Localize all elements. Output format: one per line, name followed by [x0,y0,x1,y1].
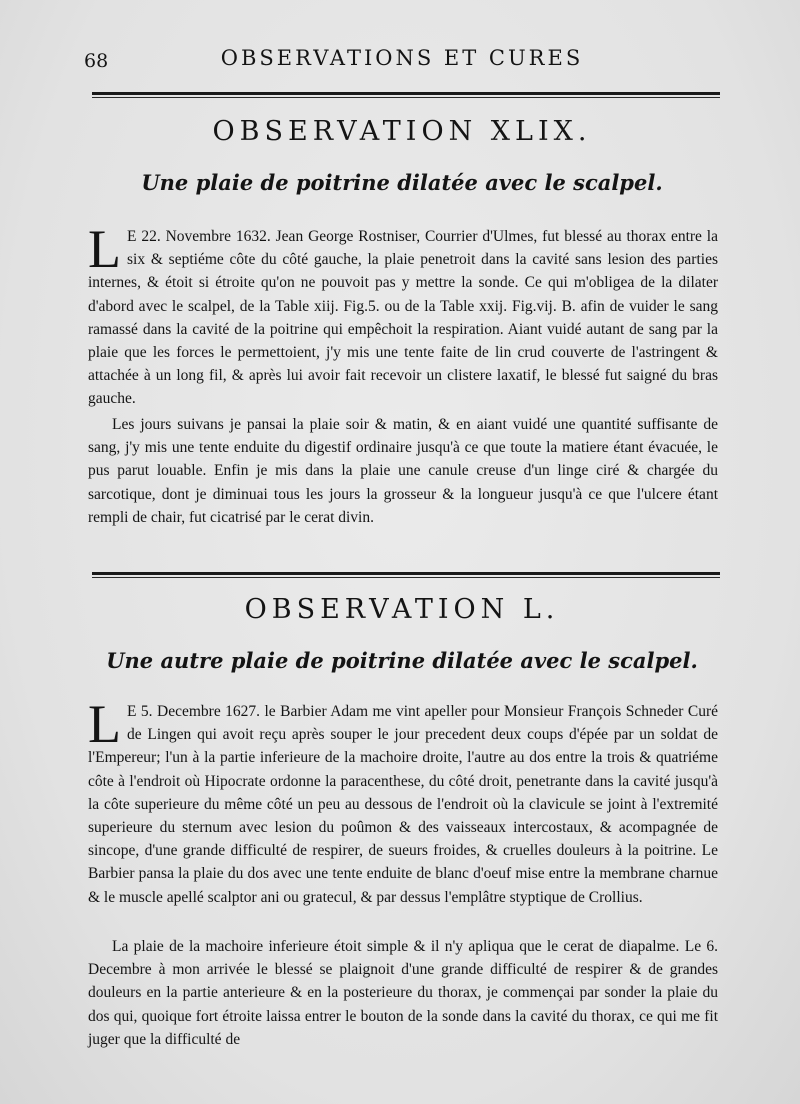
paragraph-text: Les jours suivans je pansai la plaie soir & matin, & en aiant vuidé une quantité suffisante de sang, j'y mis une tente enduite du digestif ordinaire jusqu'à ce que toute la matiere étant évacuée, le pus parut louable. Enfin je mis dans la plaie une canule creuse d'un linge ciré & chargée du sarcotique, dont je diminuai tous les jours la grosseur & la longueur jusqu'à ce que l'ulcere étant rempli de chair, fut cicatrisé par le cerat divin. [88,416,718,526]
page-number: 68 [84,50,109,72]
paragraph-text: E 5. Decembre 1627. le Barbier Adam me vint apeller pour Monsieur François Schneder Curé de Lingen qui avoit reçu après souper le jour precedent deux coups d'épée par un soldat de l'Empereur; l'un à la partie inferieure de la machoire droite, l'autre au dos entre la trois & quatriéme côte à l'endroit où Hipocrate ordonne la paracenthese, du côté droit, penetrante dans la cavité jusqu'à la côte superieure du même côté un peu au dessous de l'endroit où la clavicule se joint à l'extremité superieure du sternum avec lesion du poûmon & des vaisseaux intercostaux, & acompagnée de sincope, d'une grande difficulté de respirer, de sueurs froides, & cruelles douleurs à la poitrine. Le Barbier pansa la plaie du dos avec une tente enduite de blanc d'oeuf mise entre la membrane charnue & le muscle apellé scalptor ani ou gratecul, & par dessus l'emplâtre styptique de Crollius. [88,703,718,906]
paragraph [88,413,718,529]
drop-cap: L [88,219,121,279]
header-rule [92,92,720,98]
observation-subtitle: Une plaie de poitrine dilatée avec le scalpel. [141,170,663,195]
section-rule [92,572,720,578]
paragraph [88,694,718,909]
rule-thick-line [92,572,720,575]
drop-cap: L [88,694,121,754]
paragraph-text: La plaie de la machoire inferieure étoit simple & il n'y apliqua que le cerat de diapalme. Le 6. Decembre à mon arrivée le blessé se plaignoit d'une grande difficulté de respirer & de grandes douleurs en la partie anterieure & en la posterieure du thorax, je commençai par sonder la plaie du dos qui, quoique fort étroite laissa entrer le bouton de la sonde dans la cavité du thorax, ce qui me fit juger que la difficulté de [88,938,718,1048]
rule-thin-line [92,97,720,98]
observation-heading: OBSERVATION XLIX. [212,116,592,147]
paragraph-text: E 22. Novembre 1632. Jean George Rostniser, Courrier d'Ulmes, fut blessé au thorax entre la six & septiéme côte du côté gauche, la plaie penetroit dans la cavité sans lesion des parties internes, & étoit si étroite qu'on ne pouvoit pas y mettre la sonde. Ce qui m'obligea de la dilater d'abord avec le scalpel, de la Table xiij. Fig.5. ou de la Table xxij. Fig.vij. B. afin de vuider le sang ramassé dans la cavité de la poitrine qui empêchoit la respiration. Aiant vuidé autant de sang par la plaie que les forces le permettoient, j'y mis une tente faite de lin crud couverte de l'astringent & attachée à un long fil, & après lui avoir fait recevoir un clistere laxatif, le blessé fut saigné du bras gauche. [88,228,718,408]
rule-thin-line [92,577,720,578]
paragraph [88,219,718,411]
running-title: OBSERVATIONS ET CURES [220,46,584,70]
running-head [84,46,720,76]
observation-subtitle: Une autre plaie de poitrine dilatée avec le scalpel. [106,648,698,673]
paragraph [88,935,718,1051]
observation-heading: OBSERVATION L. [244,594,560,625]
rule-thick-line [92,92,720,95]
